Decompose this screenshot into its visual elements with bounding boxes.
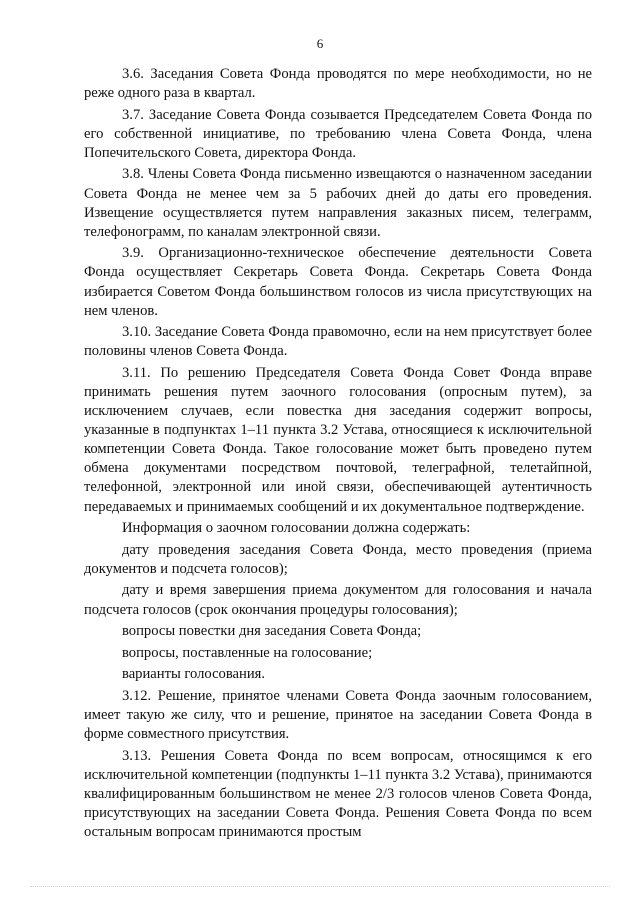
paragraph-3-6: 3.6. Заседания Совета Фонда проводятся по мере необходимости, но не реже одного раза в квартал. — [84, 66, 592, 102]
list-item-acceptance-end: дату и время завершения приема документом для голосования и начала подсчета голосов (срок окончания процедуры голосования); — [84, 582, 592, 618]
list-item-voting-options: варианты голосования. — [122, 666, 266, 683]
paragraph-voting-info-intro: Информация о заочном голосовании должна содержать: — [122, 520, 471, 537]
list-item-voting-questions: вопросы, поставленные на голосование; — [122, 644, 373, 661]
paragraph-3-10: 3.10. Заседание Совета Фонда правомочно, если на нем присутствует более половины членов Совета Фонда. — [84, 324, 592, 360]
paragraph-3-11: 3.11. По решению Председателя Совета Фонда Совет Фонда вправе принимать решения путем заочного голосования (опросным путем), за исключением случаев, если повестка дня заседания содержит вопросы, указанные в подпунктах 1–11 пункта 3.2 Устава, относящиеся к исключительной компетенции Совета Фонда. Такое голосование может быть проведено путем обмена документами посредством почтовой, телеграфной, телетайпной, телефонной, электронной или иной связи, обеспечивающей аутентичность передаваемых и принимаемых сообщений и их документальное подтверждение. — [84, 364, 592, 515]
scan-artifact-line — [30, 886, 610, 891]
page-number: 6 — [316, 36, 324, 51]
paragraph-3-8: 3.8. Члены Совета Фонда письменно извещаются о назначенном заседании Совета Фонда не менее чем за 5 рабочих дней до даты его проведения. Извещение осуществляется путем направления заказных писем, телеграмм, телефонограмм, по каналам электронной связи. — [84, 166, 592, 240]
list-item-meeting-date: дату проведения заседания Совета Фонда, место проведения (приема документов и подсчета голосов); — [84, 541, 592, 577]
paragraph-3-12: 3.12. Решение, принятое членами Совета Фонда заочным голосованием, имеет такую же силу, что и решение, принятое на заседании Совета Фонда в форме совместного присутствия. — [84, 687, 592, 743]
paragraph-3-9: 3.9. Организационно-техническое обеспечение деятельности Совета Фонда осуществляет Секретарь Совета Фонда. Секретарь Совета Фонда избирается Советом Фонда большинством голосов из числа присутствующих на нем членов. — [84, 245, 592, 319]
paragraph-3-13: 3.13. Решения Совета Фонда по всем вопросам, относящимся к его исключительной компетенции (подпункты 1–11 пункта 3.2 Устава), принимаются квалифицированным большинством не менее 2/3 голосов членов Совета Фонда, присутствующих на заседании Совета Фонда. Решения Совета Фонда по всем остальным вопросам принимаются простым — [84, 747, 592, 841]
list-item-agenda-questions: вопросы повестки дня заседания Совета Фонда; — [122, 623, 422, 640]
document-body — [84, 65, 592, 842]
paragraph-3-7: 3.7. Заседание Совета Фонда созывается Председателем Совета Фонда по его собственной инициативе, по требованию члена Совета Фонда, члена Попечительского Совета, директора Фонда. — [84, 106, 592, 161]
